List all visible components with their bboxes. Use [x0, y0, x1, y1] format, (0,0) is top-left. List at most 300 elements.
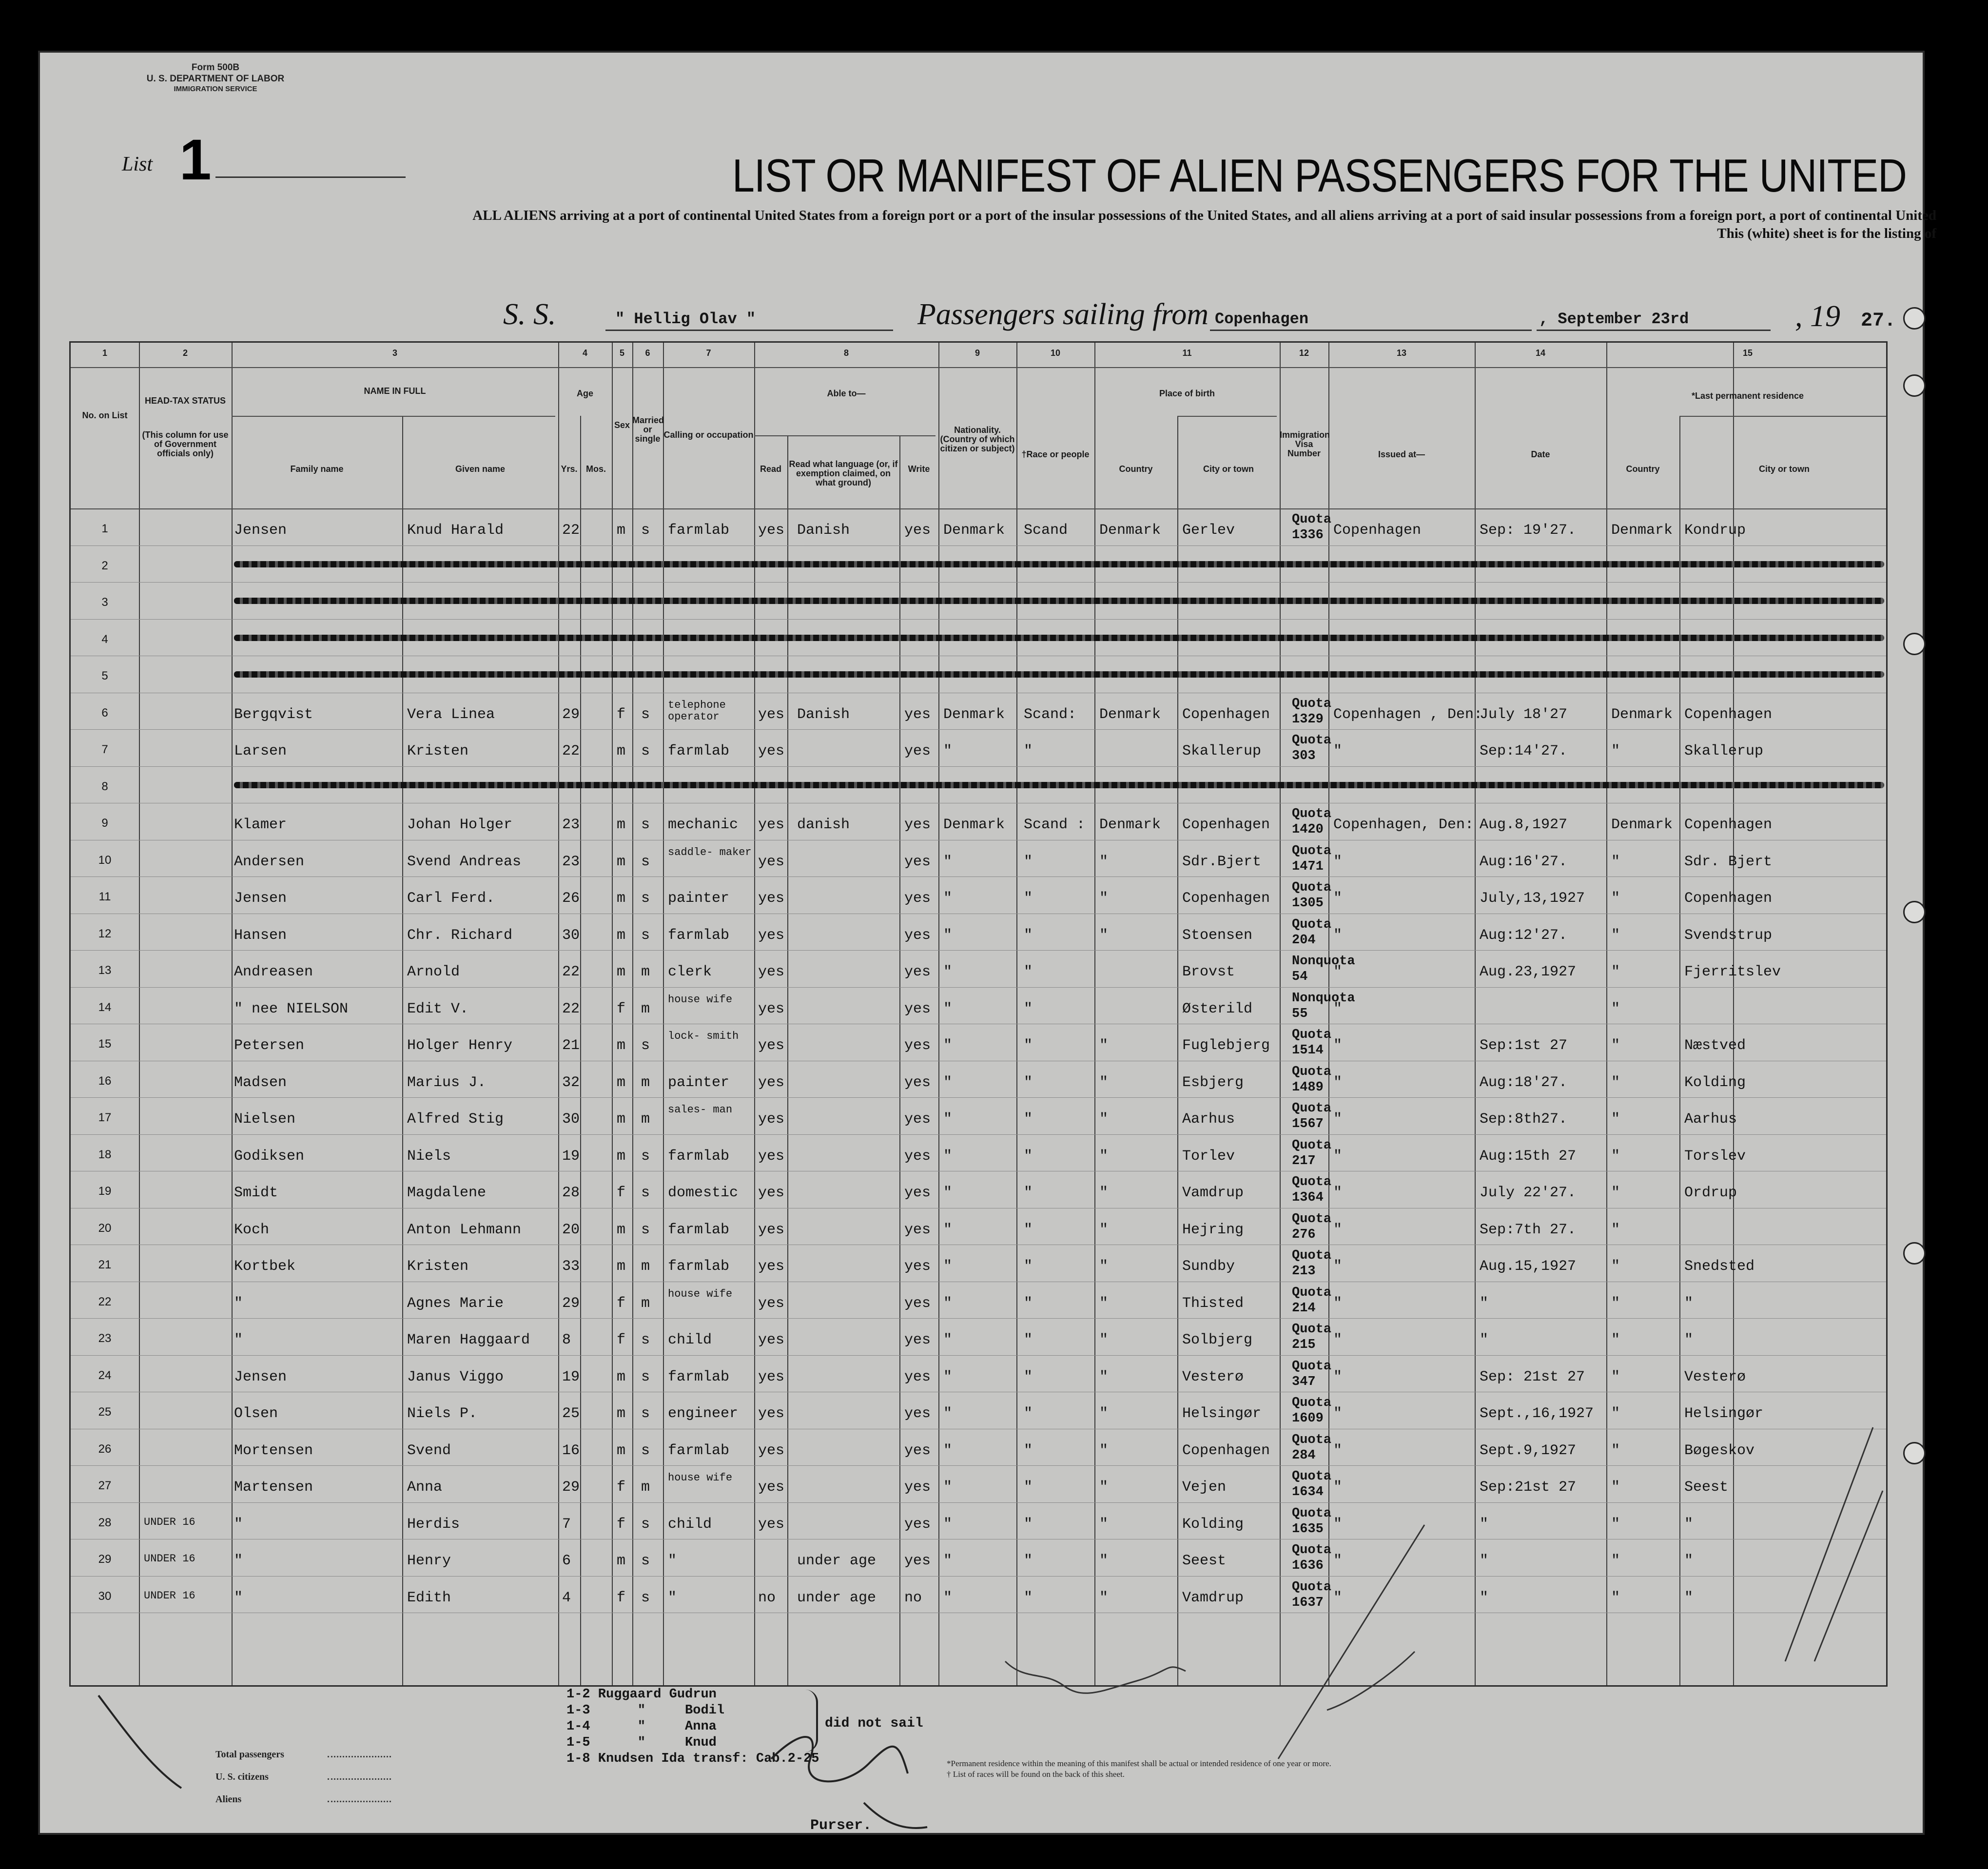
cell-visa1: Quota	[1292, 1506, 1332, 1521]
cell-write: no	[904, 1589, 922, 1606]
column-header: *Last permanent residence	[1691, 391, 1804, 401]
cell-date: "	[1480, 1295, 1489, 1312]
cell-city: Vejen	[1182, 1479, 1227, 1496]
cell-date: Aug:16'27.	[1480, 853, 1568, 870]
column-header: 1	[102, 348, 107, 358]
cell-visa2: 215	[1292, 1338, 1316, 1352]
aliens-label: Aliens	[215, 1794, 242, 1805]
cell-date: Sep:7th 27.	[1480, 1221, 1577, 1238]
cell-country: "	[1099, 1074, 1109, 1091]
column-header: 8	[843, 348, 849, 358]
cell-race: Scand:	[1024, 706, 1077, 723]
cell-write: yes	[904, 1553, 931, 1569]
cell-visa2: 1637	[1292, 1595, 1324, 1610]
cell-visa2: 1305	[1292, 896, 1324, 911]
column-header: 4	[582, 348, 587, 358]
column-header: 2	[182, 348, 188, 358]
cell-visa1: Quota	[1292, 1579, 1332, 1595]
cell-no: 17	[98, 1111, 112, 1124]
column-header: 11	[1182, 348, 1192, 358]
cell-date: Sept.,16,1927	[1480, 1405, 1594, 1422]
cell-sex: m	[617, 1258, 626, 1275]
cell-rcity: Snedsted	[1684, 1258, 1755, 1275]
cell-read: no	[758, 1589, 776, 1606]
cell-age: 30	[562, 927, 580, 944]
cell-no: 9	[101, 817, 108, 830]
cell-family: Martensen	[234, 1479, 313, 1496]
cell-sex: f	[617, 1185, 626, 1201]
cell-rcountry: "	[1611, 1000, 1620, 1017]
cell-issued: Copenhagen , Den:	[1333, 706, 1483, 723]
column-header: 7	[706, 348, 711, 358]
cell-rcountry: "	[1611, 1221, 1620, 1238]
cell-race: "	[1024, 1037, 1033, 1054]
cell-country: "	[1099, 1405, 1109, 1422]
cell-ms: s	[641, 522, 650, 539]
cell-lang: under age	[797, 1589, 877, 1606]
cell-race: "	[1024, 1405, 1033, 1422]
cell-no: 10	[98, 853, 112, 867]
cell-write: yes	[904, 1295, 931, 1312]
cell-country: "	[1099, 1258, 1109, 1275]
cell-visa1: Quota	[1292, 1211, 1332, 1227]
cell-occ: child	[668, 1516, 712, 1533]
cell-write: yes	[904, 964, 931, 980]
cell-city: Copenhagen	[1182, 890, 1270, 907]
cell-city: Sundby	[1182, 1258, 1235, 1275]
cell-read: yes	[758, 1258, 785, 1275]
column-header: 9	[975, 348, 980, 358]
cell-date: Aug:18'27.	[1480, 1074, 1568, 1091]
cell-rcountry: "	[1611, 1442, 1620, 1459]
cell-country: Denmark	[1099, 817, 1161, 833]
cell-ms: s	[641, 1185, 650, 1201]
cell-visa2: 1636	[1292, 1558, 1324, 1573]
cell-read: yes	[758, 522, 785, 539]
column-header: Write	[908, 464, 930, 474]
ss-label: S. S.	[503, 298, 556, 331]
cell-given: Arnold	[407, 964, 460, 980]
cell-write: yes	[904, 890, 931, 907]
cell-no: 6	[101, 706, 108, 720]
cell-sex: m	[617, 522, 626, 539]
cell-given: Svend	[407, 1442, 451, 1459]
cell-rcity: Ordrup	[1684, 1185, 1737, 1201]
cell-headtax: UNDER 16	[144, 1516, 195, 1528]
cell-occ: farmlab	[668, 1258, 730, 1275]
cell-nat: "	[943, 890, 953, 907]
cell-city: Hejring	[1182, 1221, 1244, 1238]
cell-city: Vamdrup	[1182, 1589, 1244, 1606]
cell-race: "	[1024, 927, 1033, 944]
cell-city: Skallerup	[1182, 743, 1262, 759]
cell-visa1: Quota	[1292, 843, 1332, 858]
cell-age: 29	[562, 706, 580, 723]
inspector-signature	[1278, 1521, 1424, 1759]
cell-nat: "	[943, 1589, 953, 1606]
cell-ms: s	[641, 853, 650, 870]
cell-visa2: 55	[1292, 1006, 1308, 1021]
cell-rcountry: "	[1611, 1185, 1620, 1201]
cell-rcity: Svendstrup	[1684, 927, 1773, 944]
cell-no: 13	[98, 964, 112, 977]
cell-visa2: 213	[1292, 1264, 1316, 1279]
cell-no: 30	[98, 1589, 112, 1603]
purser-signature	[771, 1737, 927, 1828]
note-line: 1-2 Ruggaard Gudrun	[566, 1687, 717, 1702]
cell-read: yes	[758, 1516, 785, 1533]
cell-ms: s	[641, 1332, 650, 1348]
cell-age: 19	[562, 1368, 580, 1385]
cell-visa1: Quota	[1292, 1248, 1332, 1263]
cell-headtax: UNDER 16	[144, 1589, 195, 1602]
cell-read: yes	[758, 890, 785, 907]
page-title: LIST OR MANIFEST OF ALIEN PASSENGERS FOR THE UNITED	[732, 150, 1907, 202]
corner-mark	[98, 1695, 181, 1788]
cell-city: Gerlev	[1182, 522, 1235, 539]
cell-given: Chr. Richard	[407, 927, 513, 944]
cell-read: yes	[758, 1295, 785, 1312]
cell-read: yes	[758, 1148, 785, 1165]
cell-date: July,13,1927	[1480, 890, 1585, 907]
cell-country: "	[1099, 1332, 1109, 1348]
manifest-sheet	[38, 51, 1936, 1835]
cell-issued: "	[1333, 1037, 1343, 1054]
cell-visa1: Quota	[1292, 1138, 1332, 1153]
cell-visa1: Quota	[1292, 1396, 1332, 1410]
cell-visa1: Quota	[1292, 512, 1332, 527]
column-header: Read what language (or, if exemption claimed, on what ground)	[789, 459, 898, 487]
cell-age: 22	[562, 1000, 580, 1017]
ship-name: " Hellig Olav "	[615, 310, 756, 328]
cell-given: Edith	[407, 1589, 451, 1606]
cell-given: Alfred Stig	[407, 1111, 504, 1128]
cell-rcity: Copenhagen	[1684, 890, 1773, 907]
handwritten-annotations	[40, 53, 1927, 1837]
cell-race: "	[1024, 1221, 1033, 1238]
cell-rcity: Kondrup	[1684, 522, 1746, 539]
cell-rcountry: "	[1611, 964, 1620, 980]
punch-hole	[1903, 307, 1926, 330]
cell-race: Scand	[1024, 522, 1068, 539]
cell-occ: painter	[668, 890, 730, 907]
cell-occ: house wife	[668, 993, 733, 1006]
cell-read: yes	[758, 1442, 785, 1459]
cell-issued: "	[1333, 1405, 1343, 1422]
cell-visa1: Quota	[1292, 1469, 1332, 1484]
cell-rcity: "	[1684, 1589, 1694, 1606]
cell-nat: "	[943, 1368, 953, 1385]
cell-sex: m	[617, 1221, 626, 1238]
cell-no: 15	[98, 1037, 112, 1051]
cell-age: 20	[562, 1221, 580, 1238]
cell-family: "	[234, 1332, 243, 1348]
cell-age: 21	[562, 1037, 580, 1054]
cell-country: "	[1099, 1553, 1109, 1569]
column-header: (This column for use of Government officials only)	[142, 430, 229, 458]
cell-nat: "	[943, 1185, 953, 1201]
cell-no: 21	[98, 1258, 112, 1271]
cell-country: "	[1099, 1185, 1109, 1201]
cell-race: Scand :	[1024, 817, 1086, 833]
cell-sex: f	[617, 1295, 626, 1312]
cell-age: 4	[562, 1589, 571, 1606]
cell-sex: m	[617, 1442, 626, 1459]
cell-lang: danish	[797, 817, 850, 833]
cell-occ: lock- smith	[668, 1030, 739, 1042]
cell-write: yes	[904, 522, 931, 539]
cell-write: yes	[904, 1185, 931, 1201]
cell-issued: "	[1333, 1479, 1343, 1496]
cell-rcountry: "	[1611, 890, 1620, 907]
cell-occ: engineer	[668, 1405, 739, 1422]
cell-date: Sep: 19'27.	[1480, 522, 1577, 539]
cell-family: Koch	[234, 1221, 270, 1238]
cell-no: 22	[98, 1295, 112, 1308]
cell-sex: m	[617, 1111, 626, 1128]
cell-race: "	[1024, 1148, 1033, 1165]
cell-no: 24	[98, 1368, 112, 1382]
cell-no: 1	[101, 522, 108, 535]
cell-write: yes	[904, 1000, 931, 1017]
cell-rcountry: "	[1611, 1258, 1620, 1275]
cell-country: Denmark	[1099, 522, 1161, 539]
cell-date: "	[1480, 1589, 1489, 1606]
cell-race: "	[1024, 1442, 1033, 1459]
cell-read: yes	[758, 1074, 785, 1091]
cell-age: 6	[562, 1553, 571, 1569]
cell-nat: "	[943, 743, 953, 759]
cell-rcountry: Denmark	[1611, 522, 1673, 539]
cell-nat: Denmark	[943, 522, 1005, 539]
column-header: Mos.	[585, 464, 606, 474]
cell-country: "	[1099, 1368, 1109, 1385]
cell-read: yes	[758, 1221, 785, 1238]
cell-read: yes	[758, 853, 785, 870]
cell-age: 26	[562, 890, 580, 907]
footnote-races: † List of races will be found on the back of this sheet.	[947, 1770, 1125, 1779]
column-header: Immigration Visa Number	[1280, 430, 1330, 458]
cell-given: Anna	[407, 1479, 443, 1496]
cell-rcountry: "	[1611, 1405, 1620, 1422]
cell-issued: "	[1333, 1000, 1343, 1017]
year-suffix: 27.	[1861, 310, 1896, 332]
cell-age: 23	[562, 853, 580, 870]
cell-occ: mechanic	[668, 817, 739, 833]
cell-age: 30	[562, 1111, 580, 1128]
punch-hole	[1903, 901, 1926, 923]
punch-hole	[1903, 633, 1926, 655]
cell-rcity: Skallerup	[1684, 743, 1764, 759]
cell-family: "	[234, 1553, 243, 1569]
cell-visa1: Quota	[1292, 1322, 1332, 1337]
cell-ms: s	[641, 1553, 650, 1569]
cell-lang: Danish	[797, 706, 850, 723]
cell-family: Hansen	[234, 927, 287, 944]
cell-headtax: UNDER 16	[144, 1553, 195, 1565]
list-label: List	[122, 153, 153, 175]
cell-family: "	[234, 1589, 243, 1606]
cell-race: "	[1024, 964, 1033, 980]
cell-sex: f	[617, 1479, 626, 1496]
cell-visa2: 1471	[1292, 859, 1324, 874]
cell-read: yes	[758, 1368, 785, 1385]
cell-nat: "	[943, 1516, 953, 1533]
form-number: Form 500B	[191, 62, 240, 73]
cell-nat: "	[943, 1295, 953, 1312]
column-header: City or town	[1203, 464, 1254, 474]
column-header: Calling or occupation	[663, 430, 754, 440]
column-header: 15	[1742, 348, 1753, 358]
column-header: †Race or people	[1021, 449, 1090, 459]
cell-occ: "	[668, 1589, 677, 1606]
cell-country: "	[1099, 1589, 1109, 1606]
cell-race: "	[1024, 1332, 1033, 1348]
department: U. S. DEPARTMENT OF LABOR	[146, 73, 285, 84]
cell-ms: m	[641, 1479, 650, 1496]
cell-nat: Denmark	[943, 706, 1005, 723]
cell-rcountry: "	[1611, 1589, 1620, 1606]
cell-family: Larsen	[234, 743, 287, 759]
cell-read: yes	[758, 964, 785, 980]
column-header: 13	[1396, 348, 1407, 358]
cell-family: "	[234, 1295, 243, 1312]
cell-occ: farmlab	[668, 927, 730, 944]
cell-ms: s	[641, 1589, 650, 1606]
cell-no: 27	[98, 1479, 112, 1492]
cell-rcity: Fjerritslev	[1684, 964, 1781, 980]
cell-visa2: 204	[1292, 933, 1316, 948]
cell-family: Petersen	[234, 1037, 305, 1054]
cell-rcountry: "	[1611, 1037, 1620, 1054]
cell-city: Helsingør	[1182, 1405, 1262, 1422]
cell-no: 8	[101, 779, 108, 793]
cell-country: "	[1099, 1295, 1109, 1312]
cell-rcountry: "	[1611, 1553, 1620, 1569]
cell-race: "	[1024, 1589, 1033, 1606]
cell-issued: "	[1333, 1295, 1343, 1312]
cell-rcity: Kolding	[1684, 1074, 1746, 1091]
cell-rcity: Vesterø	[1684, 1368, 1746, 1385]
cell-lang: Danish	[797, 522, 850, 539]
cell-rcity: Næstved	[1684, 1037, 1746, 1054]
cell-family: Godiksen	[234, 1148, 305, 1165]
cell-no: 3	[101, 596, 108, 609]
cell-no: 23	[98, 1332, 112, 1345]
cell-nat: "	[943, 1148, 953, 1165]
cell-race: "	[1024, 1111, 1033, 1128]
cell-no: 12	[98, 927, 112, 940]
cell-sex: f	[617, 1000, 626, 1017]
cell-no: 14	[98, 1000, 112, 1014]
cell-no: 19	[98, 1185, 112, 1198]
subtitle-line-1: ALL ALIENS arriving at a port of continental United States from a foreign port or a port of the insular possessions of the United States, and all aliens arriving at a port of said insular possessions from a foreign port, a port of continental United	[472, 208, 1936, 223]
cell-occ: domestic	[668, 1185, 739, 1201]
subtitle-line-2: This (white) sheet is for the listing of	[1717, 226, 1936, 241]
cell-rcountry: Denmark	[1611, 706, 1673, 723]
cell-visa1: Quota	[1292, 1359, 1332, 1374]
cell-family: " nee NIELSON	[234, 1000, 349, 1017]
cell-occ: farmlab	[668, 522, 730, 539]
cell-no: 7	[101, 743, 108, 756]
cell-occ: farmlab	[668, 1442, 730, 1459]
cell-given: Holger Henry	[407, 1037, 513, 1054]
cell-age: 23	[562, 817, 580, 833]
cell-visa2: 1329	[1292, 712, 1324, 727]
cell-visa2: 303	[1292, 749, 1316, 763]
column-header: Place of birth	[1159, 389, 1215, 398]
cell-sex: m	[617, 964, 626, 980]
cell-country: "	[1099, 927, 1109, 944]
cell-ms: m	[641, 1074, 650, 1091]
cell-given: Kristen	[407, 1258, 469, 1275]
cell-ms: s	[641, 1516, 650, 1533]
cell-rcountry: "	[1611, 1111, 1620, 1128]
sailing-label: Passengers sailing from	[917, 298, 1209, 331]
cell-sex: m	[617, 743, 626, 759]
cell-no: 5	[101, 669, 108, 682]
cell-occ: house wife	[668, 1472, 733, 1484]
cell-date: Sep:14'27.	[1480, 743, 1568, 759]
cell-ms: s	[641, 1405, 650, 1422]
cell-race: "	[1024, 1000, 1033, 1017]
cell-occ: farmlab	[668, 743, 730, 759]
cell-city: Thisted	[1182, 1295, 1244, 1312]
cell-given: Svend Andreas	[407, 853, 522, 870]
cell-city: Sdr.Bjert	[1182, 853, 1262, 870]
cell-date: "	[1480, 1516, 1489, 1533]
cell-sex: f	[617, 1589, 626, 1606]
cell-ms: s	[641, 1148, 650, 1165]
cell-race: "	[1024, 1074, 1033, 1091]
column-header: Sex	[614, 420, 630, 430]
cell-no: 18	[98, 1148, 112, 1161]
cell-issued: "	[1333, 890, 1343, 907]
cell-date: "	[1480, 1553, 1489, 1569]
cell-date: Aug.23,1927	[1480, 964, 1577, 980]
cell-rcountry: "	[1611, 1148, 1620, 1165]
cell-visa1: Quota	[1292, 1064, 1332, 1079]
cell-visa1: Quota	[1292, 1432, 1332, 1447]
check-strokes	[1785, 1427, 1883, 1661]
cell-nat: Denmark	[943, 817, 1005, 833]
cell-visa1: Quota	[1292, 1101, 1332, 1116]
cell-visa2: 217	[1292, 1153, 1316, 1168]
cell-sex: m	[617, 927, 626, 944]
cell-write: yes	[904, 927, 931, 944]
cell-write: yes	[904, 1442, 931, 1459]
column-header: 10	[1050, 348, 1061, 358]
cell-occ: farmlab	[668, 1221, 730, 1238]
cell-date: Aug.8,1927	[1480, 817, 1568, 833]
cell-date: July 22'27.	[1480, 1185, 1577, 1201]
cell-visa2: 1609	[1292, 1411, 1324, 1426]
cell-given: Herdis	[407, 1516, 460, 1533]
column-header: Read	[760, 464, 781, 474]
inspector-note-scribble	[1005, 1661, 1186, 1693]
cell-read: yes	[758, 706, 785, 723]
cell-visa2: 1489	[1292, 1080, 1324, 1095]
cell-country: "	[1099, 1221, 1109, 1238]
cell-sex: m	[617, 817, 626, 833]
cell-city: Fuglebjerg	[1182, 1037, 1270, 1054]
cell-rcity: Torslev	[1684, 1148, 1746, 1165]
cell-sex: m	[617, 890, 626, 907]
cell-age: 29	[562, 1295, 580, 1312]
cell-visa2: 54	[1292, 970, 1308, 984]
cell-no: 28	[98, 1516, 112, 1529]
cell-date: Aug.15,1927	[1480, 1258, 1577, 1275]
